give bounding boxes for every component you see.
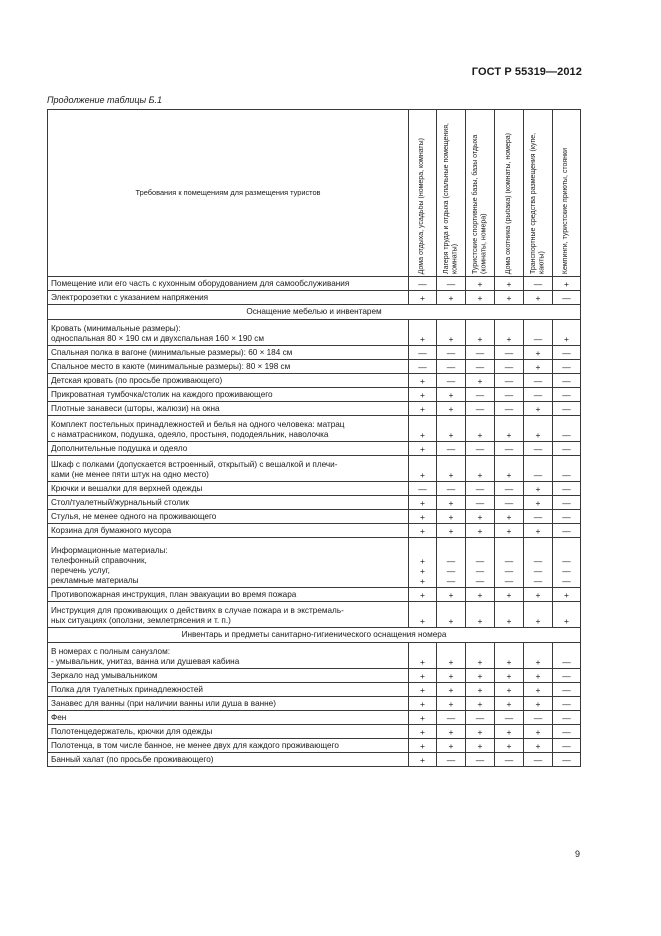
column-header-label: Дома отдыха, усадьбы (номера, комнаты) [418,137,426,274]
table-header [48,110,581,277]
availability-mark-cell: + [437,739,466,753]
availability-mark-cell: — [553,683,581,697]
availability-mark-cell: — [495,711,524,725]
requirement-cell: Корзина для бумажного мусора [48,524,409,538]
availability-mark-cell: + [495,683,524,697]
availability-mark-cell: + [524,643,553,669]
availability-mark-cell: + [437,602,466,628]
availability-mark-cell: + [409,496,437,510]
availability-mark-cell: — [437,711,466,725]
availability-mark-cell: + [495,588,524,602]
availability-mark-cell: + [524,360,553,374]
availability-mark-cell: + [437,588,466,602]
availability-mark-cell: + [466,588,495,602]
availability-mark-cell: — [524,456,553,482]
table-row [48,402,581,416]
availability-mark-cell: + [495,602,524,628]
table-row [48,360,581,374]
availability-mark-cell: + [466,602,495,628]
column-header-label: Транспортные средства размещения (купе, каюты) [529,132,545,274]
availability-mark-cell: + [466,669,495,683]
availability-mark-cell: — [524,277,553,291]
table-row [48,510,581,524]
availability-mark-cell: + [409,374,437,388]
requirement-cell: Электророзетки с указанием напряжения [48,291,409,305]
table-row [48,739,581,753]
column-header-transport [524,110,553,277]
availability-mark-cell: + [409,602,437,628]
table-row [48,524,581,538]
availability-mark-cell: + [437,697,466,711]
table-row [48,388,581,402]
availability-mark-cell: + [466,643,495,669]
availability-mark-cell: + [437,669,466,683]
availability-mark-cell: — [466,346,495,360]
availability-mark-cell: + [466,374,495,388]
availability-mark-cell: + [409,416,437,442]
availability-mark-cell: — [409,482,437,496]
column-header-campings [553,110,581,277]
availability-mark-cell: — [553,524,581,538]
availability-mark-cell: — [524,510,553,524]
availability-mark-cell: + [495,697,524,711]
requirement-cell: Крючки и вешалки для верхней одежды [48,482,409,496]
section-header-row [48,628,581,643]
requirement-cell: Шкаф с полками (допускается встроенный, открытый) с вешалкой и плечи- ками (не менее пяти штук на одно место) [48,456,409,482]
requirement-cell: Инструкция для проживающих о действиях в случае пожара и в экстремаль- ных ситуациях (оползни, землетрясения и т. п.) [48,602,409,628]
availability-mark-cell: — [495,482,524,496]
column-header-rest-houses [409,110,437,277]
table-row [48,697,581,711]
availability-mark-cell: — [524,753,553,767]
availability-mark-cell: — [553,739,581,753]
availability-mark-cell: + [553,602,581,628]
availability-mark-cell: + [495,320,524,346]
availability-mark-cell: + [409,697,437,711]
column-header-hunter-houses [495,110,524,277]
availability-mark-cell: + [524,739,553,753]
requirement-cell: Помещение или его часть с кухонным оборудованием для самообслуживания [48,277,409,291]
availability-mark-cell: + [437,496,466,510]
availability-mark-cell: + [466,739,495,753]
availability-mark-cell: + [495,643,524,669]
availability-mark-cell: + [409,753,437,767]
availability-mark-cell: — [495,753,524,767]
availability-mark-cell: — [553,753,581,767]
availability-mark-cell: + [466,697,495,711]
availability-mark-cell: — [553,388,581,402]
availability-mark-cell: + [409,669,437,683]
availability-mark-cell: — [524,388,553,402]
availability-mark-cell: + [409,320,437,346]
table-row [48,482,581,496]
availability-mark-cell: + [495,725,524,739]
availability-mark-cell: — [553,442,581,456]
requirement-cell: Спальное место в каюте (минимальные размеры): 80 × 198 см [48,360,409,374]
availability-mark-cell: + [409,402,437,416]
availability-mark-cell: — [495,388,524,402]
availability-mark-cell: + [524,482,553,496]
availability-mark-cell: — — — [495,538,524,588]
availability-mark-cell: + [495,291,524,305]
table-row [48,538,581,588]
requirement-cell: Кровать (минимальные размеры): односпальная 80 × 190 см и двухспальная 160 × 190 см [48,320,409,346]
availability-mark-cell: + [495,510,524,524]
availability-mark-cell: + [437,683,466,697]
availability-mark-cell: + [409,711,437,725]
availability-mark-cell: — — — [524,538,553,588]
availability-mark-cell: — [553,360,581,374]
requirement-cell: Противопожарная инструкция, план эвакуации во время пожара [48,588,409,602]
availability-mark-cell: — [466,360,495,374]
availability-mark-cell: — [409,277,437,291]
requirement-cell: Банный халат (по просьбе проживающего) [48,753,409,767]
availability-mark-cell: + [495,277,524,291]
availability-mark-cell: + [466,683,495,697]
availability-mark-cell: + [495,524,524,538]
availability-mark-cell: — [495,496,524,510]
requirement-cell: Полка для туалетных принадлежностей [48,683,409,697]
table-continuation-caption: Продолжение таблицы Б.1 [47,95,163,105]
table-row [48,442,581,456]
table-row [48,416,581,442]
availability-mark-cell: — [553,416,581,442]
section-title: Оснащение мебелью и инвентарем [48,305,581,320]
availability-mark-cell: — [437,360,466,374]
availability-mark-cell: — [466,402,495,416]
availability-mark-cell: + [524,725,553,739]
availability-mark-cell: + [437,291,466,305]
availability-mark-cell: + [409,683,437,697]
column-header-label: Дома охотника (рыбака) (комнаты, номера) [504,132,512,274]
column-header-label: Кемпинги, туристские приюты, стоянки [562,147,570,274]
table-row [48,753,581,767]
availability-mark-cell: — [553,669,581,683]
availability-mark-cell: — [524,711,553,725]
availability-mark-cell: + [524,346,553,360]
availability-mark-cell: + [524,402,553,416]
requirement-cell: Зеркало над умывальником [48,669,409,683]
availability-mark-cell: — [553,496,581,510]
table-row [48,277,581,291]
availability-mark-cell: — [437,346,466,360]
requirement-cell: Полотенца, в том числе банное, не менее двух для каждого проживающего [48,739,409,753]
table-row [48,588,581,602]
availability-mark-cell: + [466,277,495,291]
availability-mark-cell: + [524,496,553,510]
availability-mark-cell: — [524,374,553,388]
availability-mark-cell: + [524,416,553,442]
availability-mark-cell: + [495,456,524,482]
table-row [48,374,581,388]
availability-mark-cell: + [437,643,466,669]
availability-mark-cell: — [466,753,495,767]
availability-mark-cell: — [466,496,495,510]
requirement-cell: Спальная полка в вагоне (минимальные размеры): 60 × 184 см [48,346,409,360]
availability-mark-cell: — [553,402,581,416]
availability-mark-cell: + [495,739,524,753]
availability-mark-cell: — [553,346,581,360]
table-row [48,456,581,482]
availability-mark-cell: + [437,388,466,402]
availability-mark-cell: + [437,416,466,442]
availability-mark-cell: + [437,524,466,538]
availability-mark-cell: + [409,739,437,753]
availability-mark-cell: + [437,320,466,346]
availability-mark-cell: + [524,291,553,305]
availability-mark-cell: + [409,442,437,456]
availability-mark-cell: — [409,346,437,360]
availability-mark-cell: + [524,602,553,628]
availability-mark-cell: + [553,277,581,291]
requirement-cell: Полотенцедержатель, крючки для одежды [48,725,409,739]
table-body [48,277,581,767]
availability-mark-cell: — [524,442,553,456]
availability-mark-cell: + [437,725,466,739]
availability-mark-cell: — [495,442,524,456]
availability-mark-cell: — [437,277,466,291]
availability-mark-cell: — [553,510,581,524]
requirement-cell: Комплект постельных принадлежностей и белья на одного человека: матрац с наматрасником, подушка, одеяло, простыня, пододеяльник, наволочка [48,416,409,442]
table-row [48,683,581,697]
availability-mark-cell: + [409,291,437,305]
availability-mark-cell: — — — [553,538,581,588]
availability-mark-cell: — [553,374,581,388]
availability-mark-cell: + [409,456,437,482]
page-number: 9 [575,849,581,859]
availability-mark-cell: — [466,442,495,456]
availability-mark-cell: — [495,374,524,388]
availability-mark-cell: — [495,402,524,416]
availability-mark-cell: + [524,669,553,683]
availability-mark-cell: + [466,456,495,482]
availability-mark-cell: + [495,416,524,442]
table-row [48,725,581,739]
table-row [48,669,581,683]
table-row [48,291,581,305]
document-header-id: ГОСТ Р 55319—2012 [471,66,582,78]
table-row [48,496,581,510]
availability-mark-cell: — [437,753,466,767]
availability-mark-cell: + + + [409,538,437,588]
requirement-cell: Информационные материалы: телефонный справочник, перечень услуг, рекламные материалы [48,538,409,588]
table-row [48,643,581,669]
availability-mark-cell: — [553,482,581,496]
availability-mark-cell: — [495,360,524,374]
availability-mark-cell: — [553,725,581,739]
availability-mark-cell: + [409,388,437,402]
table-row [48,602,581,628]
availability-mark-cell: — [466,388,495,402]
availability-mark-cell: + [466,291,495,305]
availability-mark-cell: + [553,588,581,602]
availability-mark-cell: — [553,697,581,711]
availability-mark-cell: + [409,524,437,538]
availability-mark-cell: + [437,402,466,416]
availability-mark-cell: — [466,482,495,496]
availability-mark-cell: + [409,643,437,669]
availability-mark-cell: — [553,643,581,669]
requirement-cell: Детская кровать (по просьбе проживающего) [48,374,409,388]
requirement-cell: Плотные занавеси (шторы, жалюзи) на окна [48,402,409,416]
table-row [48,346,581,360]
availability-mark-cell: — [553,291,581,305]
availability-mark-cell: — [437,482,466,496]
requirements-table [47,109,581,767]
requirement-cell: Прикроватная тумбочка/столик на каждого проживающего [48,388,409,402]
availability-mark-cell: + [466,524,495,538]
table-row [48,320,581,346]
column-header-label: Лагеря труда и отдыха (спальные помещения, комнаты) [442,123,458,274]
availability-mark-cell: — [437,374,466,388]
availability-mark-cell: + [466,320,495,346]
availability-mark-cell: + [466,510,495,524]
requirement-cell: В номерах с полным санузлом: - умывальник, унитаз, ванна или душевая кабина [48,643,409,669]
column-header-label: Туристские спортивные базы, базы отдыха (комнаты, номера) [471,134,487,274]
column-header-sport-bases [466,110,495,277]
availability-mark-cell: + [524,683,553,697]
availability-mark-cell: + [553,320,581,346]
availability-mark-cell: + [466,725,495,739]
column-header-work-camps [437,110,466,277]
availability-mark-cell: + [495,669,524,683]
requirement-cell: Занавес для ванны (при наличии ванны или душа в ванне) [48,697,409,711]
availability-mark-cell: + [466,416,495,442]
requirements-column-header: Требования к помещениям для размещения туристов [48,110,409,277]
requirement-cell: Стулья, не менее одного на проживающего [48,510,409,524]
availability-mark-cell: — [437,442,466,456]
requirement-cell: Дополнительные подушка и одеяло [48,442,409,456]
requirement-cell: Стол/туалетный/журнальный столик [48,496,409,510]
availability-mark-cell: + [437,510,466,524]
availability-mark-cell: + [437,456,466,482]
availability-mark-cell: + [409,725,437,739]
header-row [48,110,581,277]
availability-mark-cell: — — — [437,538,466,588]
availability-mark-cell: + [524,588,553,602]
table-row [48,711,581,725]
availability-mark-cell: — [553,711,581,725]
section-header-row [48,305,581,320]
availability-mark-cell: + [524,697,553,711]
availability-mark-cell: — [524,320,553,346]
availability-mark-cell: + [524,524,553,538]
availability-mark-cell: — [495,346,524,360]
availability-mark-cell: + [409,510,437,524]
availability-mark-cell: — [553,456,581,482]
availability-mark-cell: — [409,360,437,374]
availability-mark-cell: — [466,711,495,725]
requirement-cell: Фен [48,711,409,725]
section-title: Инвентарь и предметы санитарно-гигиенического оснащения номера [48,628,581,643]
availability-mark-cell: — — — [466,538,495,588]
availability-mark-cell: + [409,588,437,602]
